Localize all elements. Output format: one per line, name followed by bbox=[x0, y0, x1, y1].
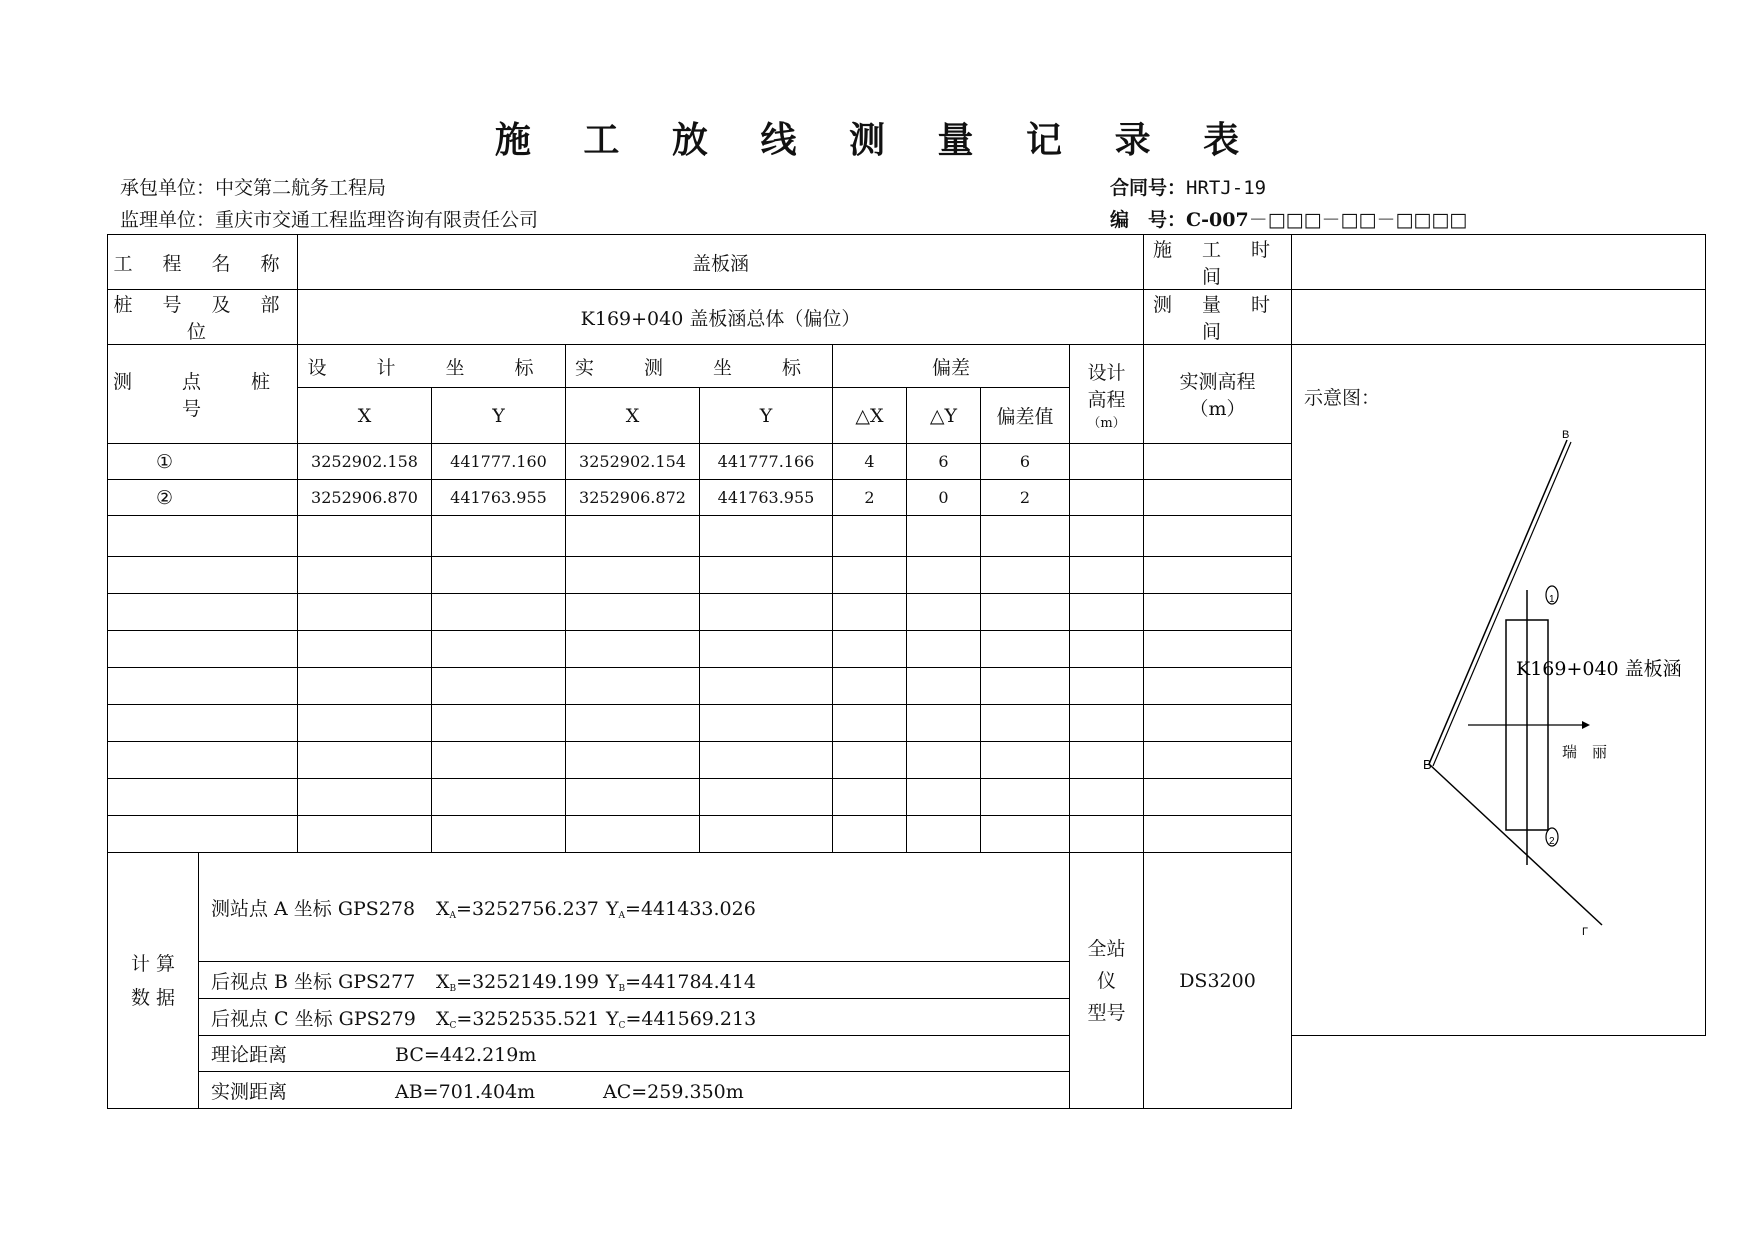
design-y-header: Y bbox=[432, 388, 566, 444]
construction-time-label: 施 工 时 间 bbox=[1144, 235, 1292, 290]
instrument-label bbox=[1070, 853, 1144, 1109]
yb-value: =441784.414 bbox=[625, 970, 756, 993]
row-2-measured-x[interactable]: 3252906.872 bbox=[566, 480, 700, 516]
station-a-line bbox=[199, 853, 1070, 962]
row-1-delta-y[interactable]: 6 bbox=[907, 444, 981, 480]
construction-time-value[interactable] bbox=[1292, 235, 1706, 290]
instrument-label-2: 仪 bbox=[1097, 969, 1117, 992]
instrument-label-1: 全站 bbox=[1087, 937, 1126, 960]
row-2-deviation[interactable]: 2 bbox=[981, 480, 1070, 516]
project-name-value[interactable]: 盖板涵 bbox=[298, 235, 1144, 290]
xa-prefix: X bbox=[436, 897, 450, 920]
design-coord-label: 设 计 坐 标 bbox=[298, 345, 566, 388]
row-1-design-elev[interactable] bbox=[1070, 444, 1144, 480]
station-c-line bbox=[199, 999, 1070, 1036]
yb-prefix: Y bbox=[606, 970, 619, 993]
design-elev-label-1: 设计 bbox=[1087, 361, 1126, 384]
station-a-label: 测站点 A 坐标 GPS278 bbox=[211, 897, 416, 920]
supervisor-line bbox=[120, 205, 538, 232]
serial-rest: －□□□－□□－□□□□ bbox=[1248, 209, 1468, 231]
sketch-label: 示意图： bbox=[1304, 387, 1381, 409]
row-1-design-x[interactable]: 3252902.158 bbox=[298, 444, 432, 480]
station-c-label: 后视点 C 坐标 GPS279 bbox=[211, 1007, 416, 1030]
calc-label-1: 计 算 bbox=[130, 952, 176, 975]
row-1-measured-elev[interactable] bbox=[1144, 444, 1292, 480]
baseline-line bbox=[1429, 440, 1567, 764]
measured-coord-label: 实 测 坐 标 bbox=[566, 345, 833, 388]
serial-label: 编 号： bbox=[1110, 209, 1187, 231]
calc-label-2: 数 据 bbox=[130, 986, 176, 1009]
instrument-value[interactable]: DS3200 bbox=[1144, 853, 1292, 1109]
contract-no-label: 合同号： bbox=[1110, 177, 1187, 199]
left-point-label: B bbox=[1423, 757, 1432, 772]
deviation-label: 偏差 bbox=[833, 345, 1070, 388]
row-2-measured-elev[interactable] bbox=[1144, 480, 1292, 516]
row-2-delta-x[interactable]: 2 bbox=[833, 480, 907, 516]
xa-value: =3252756.237 bbox=[456, 897, 599, 920]
yc-sub: C bbox=[618, 1020, 626, 1031]
supervisor-value: 重庆市交通工程监理咨询有限责任公司 bbox=[215, 209, 539, 231]
row-1-measured-y[interactable]: 441777.166 bbox=[700, 444, 833, 480]
station-b-label: 后视点 B 坐标 GPS277 bbox=[211, 970, 416, 993]
contractor-line bbox=[120, 173, 386, 200]
calc-data-label bbox=[108, 853, 199, 1109]
survey-time-label: 测 量 时 间 bbox=[1144, 290, 1292, 345]
theory-label: 理论距离 bbox=[211, 1044, 288, 1066]
row-1-point: ① bbox=[108, 444, 298, 480]
xa-sub: A bbox=[449, 910, 457, 921]
contractor-value: 中交第二航务工程局 bbox=[215, 177, 387, 199]
ab-value: AB=701.404m bbox=[395, 1080, 536, 1103]
project-name-label: 工 程 名 称 bbox=[108, 235, 298, 290]
row-2-design-x[interactable]: 3252906.870 bbox=[298, 480, 432, 516]
sketch-cell bbox=[1292, 345, 1706, 1036]
bottom-point-label: Γ bbox=[1582, 926, 1589, 938]
header-row-1 bbox=[108, 345, 1706, 388]
point-1-label: 1 bbox=[1549, 594, 1555, 605]
station-label: 桩 号 及 部 位 bbox=[108, 290, 298, 345]
station-b-line bbox=[199, 962, 1070, 999]
row-1-deviation[interactable]: 6 bbox=[981, 444, 1070, 480]
measured-elev-label: 实测高程 bbox=[1179, 371, 1256, 393]
deviation-value-header: 偏差值 bbox=[981, 388, 1070, 444]
xc-prefix: X bbox=[436, 1007, 450, 1030]
survey-time-value[interactable] bbox=[1292, 290, 1706, 345]
serial-prefix: C-007 bbox=[1186, 209, 1249, 231]
direction-label: 瑞 丽 bbox=[1562, 743, 1608, 761]
instrument-label-3: 型号 bbox=[1087, 1001, 1126, 1024]
row-1-delta-x[interactable]: 4 bbox=[833, 444, 907, 480]
contractor-label: 承包单位： bbox=[120, 177, 216, 199]
row-1-design-y[interactable]: 441777.160 bbox=[432, 444, 566, 480]
ya-sub: A bbox=[618, 910, 626, 921]
design-elev-header bbox=[1070, 345, 1144, 444]
calc-row-theory bbox=[108, 1036, 1706, 1072]
culvert-label: K169+040 盖板涵 bbox=[1516, 658, 1682, 680]
form-title: 施 工 放 线 测 量 记 录 表 bbox=[494, 119, 1260, 161]
ya-prefix: Y bbox=[606, 897, 619, 920]
row-2-delta-y[interactable]: 0 bbox=[907, 480, 981, 516]
bc-value: BC=442.219m bbox=[395, 1044, 537, 1066]
design-x-header: X bbox=[298, 388, 432, 444]
xb-sub: B bbox=[449, 983, 457, 994]
sketch-diagram bbox=[1292, 345, 1706, 1035]
station-row bbox=[108, 290, 1706, 345]
point-label: 测 点 桩 号 bbox=[108, 345, 298, 444]
xc-sub: C bbox=[449, 1020, 457, 1031]
measured-elev-header bbox=[1144, 345, 1292, 444]
theory-distance-line bbox=[199, 1036, 1070, 1072]
project-row bbox=[108, 235, 1706, 290]
yb-sub: B bbox=[618, 983, 626, 994]
row-2-measured-y[interactable]: 441763.955 bbox=[700, 480, 833, 516]
row-2-design-y[interactable]: 441763.955 bbox=[432, 480, 566, 516]
survey-record-table bbox=[107, 234, 1706, 1109]
sight-line bbox=[1429, 764, 1602, 925]
design-elev-unit: （m） bbox=[1087, 415, 1126, 431]
measured-x-header: X bbox=[566, 388, 700, 444]
calc-row-measured bbox=[108, 1072, 1706, 1109]
ac-value: AC=259.350m bbox=[603, 1080, 744, 1103]
supervisor-label: 监理单位： bbox=[120, 209, 216, 231]
ya-value: =441433.026 bbox=[625, 897, 756, 920]
delta-x-header: △X bbox=[833, 388, 907, 444]
measured-distance-line bbox=[199, 1072, 1070, 1109]
point-2-label: 2 bbox=[1549, 836, 1555, 847]
contract-no-line bbox=[1110, 173, 1266, 200]
top-point-label: B bbox=[1562, 429, 1570, 441]
yc-value: =441569.213 bbox=[625, 1007, 757, 1030]
measured-y-header: Y bbox=[700, 388, 833, 444]
xb-prefix: X bbox=[436, 970, 450, 993]
arrow-head bbox=[1582, 721, 1590, 729]
row-2-design-elev[interactable] bbox=[1070, 480, 1144, 516]
measured-label: 实测距离 bbox=[211, 1080, 288, 1103]
station-value[interactable]: K169+040 盖板涵总体（偏位） bbox=[298, 290, 1144, 345]
contract-no-value: HRTJ-19 bbox=[1186, 177, 1267, 199]
serial-line bbox=[1110, 205, 1467, 232]
yc-prefix: Y bbox=[606, 1007, 619, 1030]
row-2-point: ② bbox=[108, 480, 298, 516]
measured-elev-unit: （m） bbox=[1189, 398, 1246, 420]
delta-y-header: △Y bbox=[907, 388, 981, 444]
xc-value: =3252535.521 bbox=[456, 1007, 600, 1030]
row-1-measured-x[interactable]: 3252902.154 bbox=[566, 444, 700, 480]
design-elev-label-2: 高程 bbox=[1087, 388, 1126, 411]
xb-value: =3252149.199 bbox=[456, 970, 599, 993]
